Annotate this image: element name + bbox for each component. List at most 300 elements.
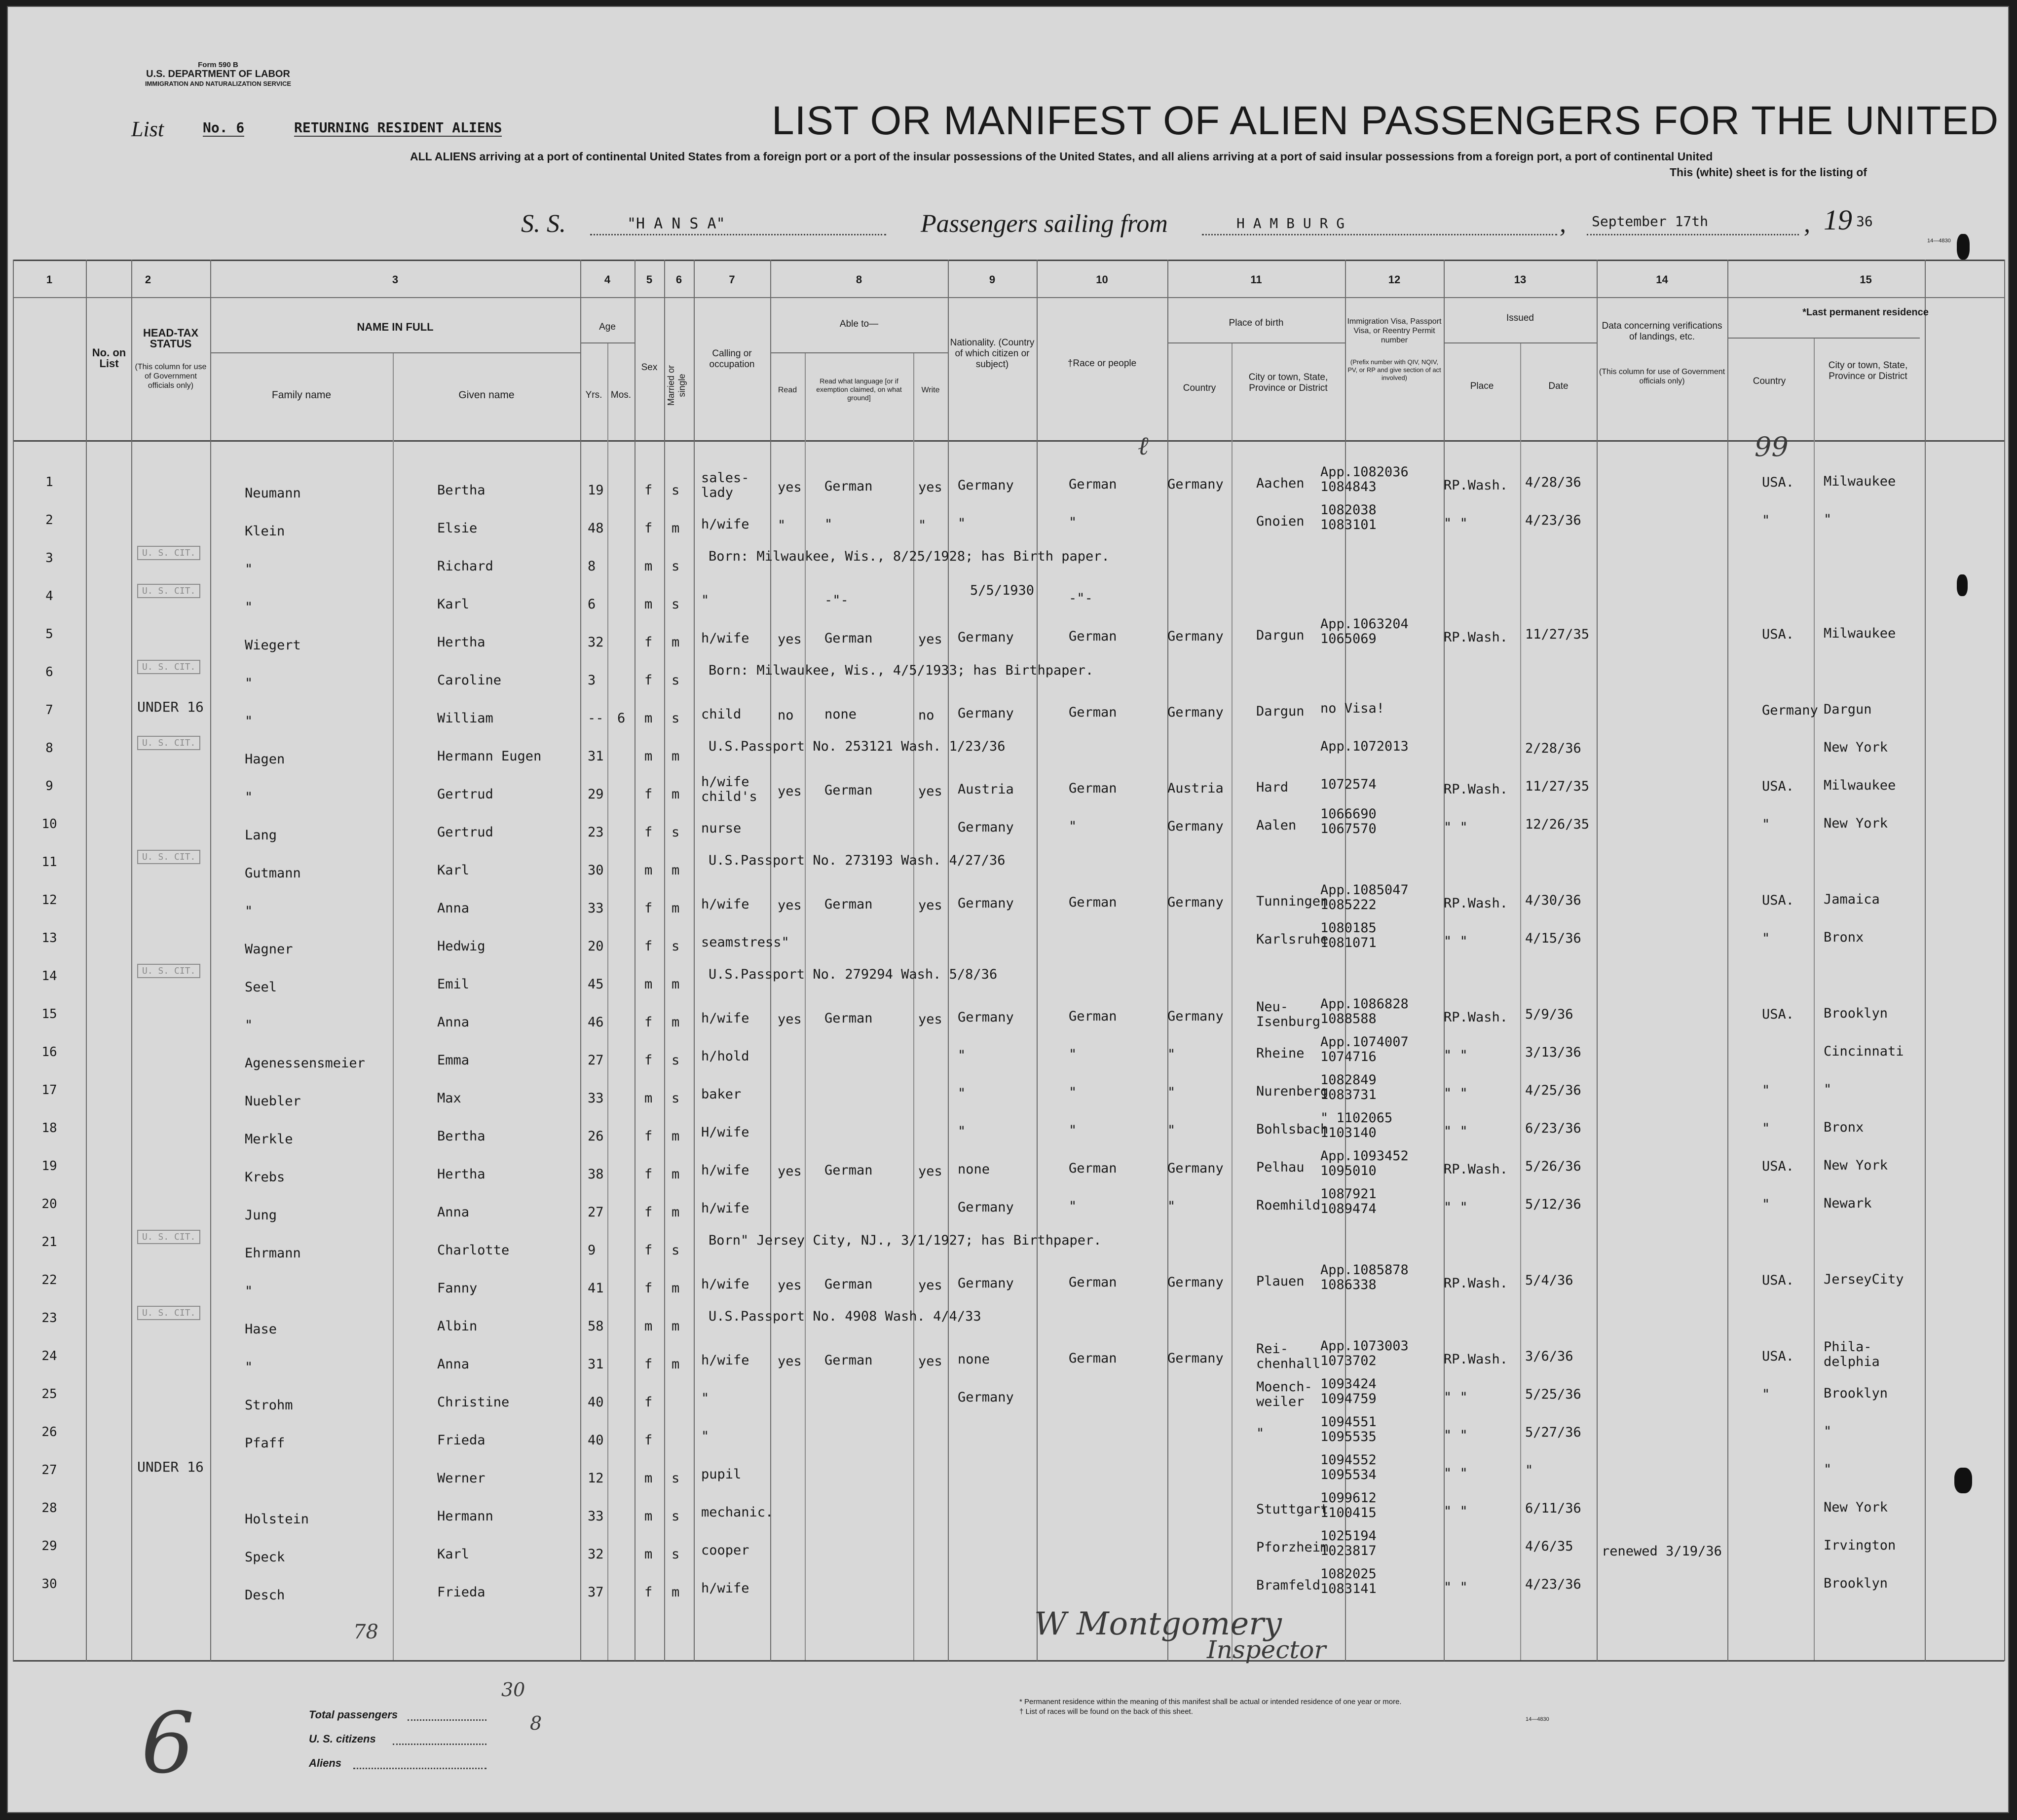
visa-number: 1066690 1067570 bbox=[1320, 806, 1377, 836]
issued-date: 2/28/36 bbox=[1525, 741, 1581, 756]
head-tax-stamp: U. S. CIT. bbox=[137, 1230, 200, 1244]
aliens-dots bbox=[353, 1768, 486, 1769]
manifest-sheet bbox=[7, 6, 2009, 1813]
read-language: German bbox=[824, 897, 873, 912]
nationality: Germany bbox=[958, 1200, 1014, 1215]
inspector-title-signature: Inspector bbox=[1207, 1635, 1326, 1664]
row-number: 4 bbox=[45, 589, 53, 604]
residence-city: Newark bbox=[1824, 1196, 1872, 1211]
column-number: 3 bbox=[392, 273, 399, 286]
issued-date: 5/12/36 bbox=[1525, 1197, 1581, 1212]
issued-place: RP.Wash. bbox=[1444, 896, 1508, 911]
sex: f bbox=[644, 483, 653, 498]
ship-name: "H A N S A" bbox=[627, 215, 725, 232]
row-number: 14 bbox=[41, 969, 57, 984]
issued-sub-rule bbox=[1444, 342, 1597, 343]
sex: f bbox=[644, 1129, 653, 1144]
row-number: 15 bbox=[41, 1007, 57, 1022]
birth-country: Germany bbox=[1167, 705, 1224, 720]
given-name: Bertha bbox=[437, 483, 486, 498]
hdr-read: Read bbox=[778, 386, 797, 394]
hdr-res-city: City or town, State, Province or District bbox=[1828, 360, 1908, 381]
residence-country: USA. bbox=[1762, 893, 1794, 908]
occupation: h/hold bbox=[701, 1049, 749, 1064]
read-language: -"- bbox=[824, 593, 849, 608]
residence-city: Brooklyn bbox=[1824, 1006, 1888, 1021]
sex: f bbox=[644, 521, 653, 536]
birth-sub-rule bbox=[1167, 342, 1345, 343]
service-name: IMMIGRATION AND NATURALIZATION SERVICE bbox=[145, 80, 292, 87]
row-number: 2 bbox=[45, 513, 53, 528]
list-type: RETURNING RESIDENT ALIENS bbox=[294, 119, 502, 136]
marital-status: m bbox=[672, 635, 680, 650]
head-tax-stamp: UNDER 16 bbox=[137, 699, 204, 715]
us-citizens-value: 8 bbox=[530, 1712, 542, 1734]
row-number: 12 bbox=[41, 893, 57, 908]
race: German bbox=[1069, 1275, 1117, 1290]
age-years: 37 bbox=[588, 1585, 604, 1600]
given-name: Hermann Eugen bbox=[437, 749, 542, 764]
hdr-yrs: Yrs. bbox=[585, 390, 602, 400]
row-number: 13 bbox=[41, 931, 57, 946]
row-number: 29 bbox=[41, 1539, 57, 1554]
issued-date: 5/9/36 bbox=[1525, 1007, 1573, 1022]
family-name: Klein bbox=[245, 524, 285, 539]
birth-city: Moench- weiler bbox=[1256, 1379, 1312, 1409]
row-number: 20 bbox=[41, 1197, 57, 1212]
hdr-mos: Mos. bbox=[610, 390, 632, 400]
occupation: pupil bbox=[701, 1467, 742, 1482]
read-language: German bbox=[824, 1011, 873, 1026]
family-name: Agenessensmeier bbox=[245, 1056, 365, 1071]
sex: f bbox=[644, 901, 653, 916]
given-name: Frieda bbox=[437, 1585, 486, 1600]
birth-city: Tunningen bbox=[1256, 894, 1329, 909]
nationality: none bbox=[958, 1352, 990, 1367]
occupation: h/wife bbox=[701, 517, 749, 532]
given-name: Anna bbox=[437, 1357, 470, 1372]
column-number: 6 bbox=[675, 273, 682, 286]
sex: f bbox=[644, 1015, 653, 1030]
can-write: yes bbox=[918, 1164, 942, 1179]
footer-code: 14—4830 bbox=[1526, 1716, 1549, 1722]
hdr-last-residence: *Last permanent residence bbox=[1802, 307, 1929, 318]
binding-hole bbox=[1957, 234, 1970, 260]
header-bottom-rule bbox=[13, 440, 2004, 442]
total-passengers-value: 30 bbox=[501, 1679, 525, 1701]
issued-place: " " bbox=[1444, 516, 1468, 531]
column-number: 5 bbox=[646, 273, 653, 286]
age-years: 9 bbox=[588, 1243, 596, 1258]
port-dotted-line bbox=[1202, 234, 1557, 235]
table-row bbox=[13, 747, 2004, 785]
visa-number: 1099612 1100415 bbox=[1320, 1490, 1377, 1520]
aliens-label: Aliens bbox=[309, 1757, 342, 1769]
family-name: " bbox=[245, 904, 253, 919]
nationality: " bbox=[958, 516, 966, 531]
handwritten-residence-mark: 99 bbox=[1755, 431, 1789, 462]
nationality: Germany bbox=[958, 896, 1014, 911]
us-citizens-label: U. S. citizens bbox=[309, 1733, 376, 1745]
age-years: 26 bbox=[588, 1129, 604, 1144]
issued-date: 4/23/36 bbox=[1525, 1577, 1581, 1592]
column-number: 4 bbox=[604, 273, 611, 286]
table-top-rule bbox=[13, 260, 2004, 261]
marital-status: m bbox=[672, 1319, 680, 1334]
visa-number: App.1073003 1073702 bbox=[1320, 1338, 1409, 1368]
row-number: 16 bbox=[41, 1045, 57, 1060]
marital-status: m bbox=[672, 1015, 680, 1030]
visa-number: 1093424 1094759 bbox=[1320, 1376, 1377, 1406]
family-name: Desch bbox=[245, 1588, 285, 1603]
family-name: Hase bbox=[245, 1322, 277, 1337]
given-name: Max bbox=[437, 1091, 461, 1106]
race: " bbox=[1069, 515, 1077, 530]
marital-status: s bbox=[672, 1509, 680, 1524]
given-name: Elsie bbox=[437, 521, 478, 536]
marital-status: s bbox=[672, 597, 680, 612]
race: " bbox=[1069, 1199, 1077, 1214]
visa-number: 1082849 1083731 bbox=[1320, 1072, 1377, 1102]
family-name: Lang bbox=[245, 828, 277, 843]
head-tax-stamp: U. S. CIT. bbox=[137, 1306, 200, 1320]
column-number: 9 bbox=[989, 273, 996, 286]
occupation: " bbox=[701, 1391, 710, 1406]
hdr-nationality: Nationality. (Country of which citizen or subject) bbox=[950, 338, 1035, 370]
issued-place: " " bbox=[1444, 1580, 1468, 1595]
residence-city: " bbox=[1824, 1424, 1832, 1439]
birth-city: Pelhau bbox=[1256, 1160, 1305, 1175]
column-number: 8 bbox=[856, 273, 862, 286]
year-prefix: 19 bbox=[1824, 204, 1852, 236]
issued-date: 6/23/36 bbox=[1525, 1121, 1581, 1136]
sex: m bbox=[644, 711, 653, 726]
residence-city: Jamaica bbox=[1824, 892, 1880, 907]
intro-line-2: This (white) sheet is for the listing of bbox=[1670, 166, 1867, 179]
hdr-data-note: (This column for use of Government officials only) bbox=[1599, 368, 1725, 385]
hdr-able-to: Able to— bbox=[839, 319, 879, 329]
residence-city: Cincinnati bbox=[1824, 1044, 1904, 1059]
read-language: German bbox=[824, 479, 873, 494]
residence-country: USA. bbox=[1762, 1273, 1794, 1288]
visa-number: App.1082036 1084843 bbox=[1320, 464, 1409, 494]
read-language: German bbox=[824, 1277, 873, 1292]
sex: f bbox=[644, 1243, 653, 1258]
port-name: H A M B U R G bbox=[1236, 215, 1345, 231]
column-number: 12 bbox=[1388, 273, 1401, 286]
nationality: " bbox=[958, 1124, 966, 1139]
table-row bbox=[13, 861, 2004, 899]
sex: f bbox=[644, 1395, 653, 1410]
marital-status: s bbox=[672, 711, 680, 726]
race: German bbox=[1069, 1161, 1117, 1176]
nationality: Austria bbox=[958, 782, 1014, 797]
footnote-races: † List of races will be found on the back of this sheet. bbox=[1019, 1707, 1193, 1716]
issued-date: 3/13/36 bbox=[1525, 1045, 1581, 1060]
race: German bbox=[1069, 895, 1117, 910]
us-dots bbox=[393, 1744, 486, 1745]
occupation: h/wife child's bbox=[701, 774, 757, 804]
sex: m bbox=[644, 749, 653, 764]
race: German bbox=[1069, 705, 1117, 720]
marital-status: s bbox=[672, 1547, 680, 1562]
given-name: Anna bbox=[437, 1205, 470, 1220]
special-note: U.S.Passport No. 4908 Wash. 4/4/33 bbox=[709, 1309, 981, 1324]
special-note: U.S.Passport No. 253121 Wash. 1/23/36 bbox=[709, 739, 1006, 754]
ss-label: S. S. bbox=[521, 210, 566, 238]
issued-date: 4/25/36 bbox=[1525, 1083, 1581, 1098]
race: " bbox=[1069, 819, 1077, 834]
marital-status: m bbox=[672, 1167, 680, 1182]
residence-country: " bbox=[1762, 1121, 1770, 1136]
nationality: Germany bbox=[958, 478, 1014, 493]
age-years: 12 bbox=[588, 1471, 604, 1486]
family-name: Gutmann bbox=[245, 866, 301, 881]
residence-city: Brooklyn bbox=[1824, 1576, 1888, 1591]
sex: m bbox=[644, 1091, 653, 1106]
issued-date: 5/26/36 bbox=[1525, 1159, 1581, 1174]
given-name: Anna bbox=[437, 1015, 470, 1030]
manifest-title: LIST OR MANIFEST OF ALIEN PASSENGERS FOR THE UNITED bbox=[772, 98, 1999, 143]
occupation: h/wife bbox=[701, 897, 749, 912]
occupation: child bbox=[701, 707, 742, 722]
residence-country: USA. bbox=[1762, 779, 1794, 794]
residence-sub-rule bbox=[1727, 338, 1920, 339]
family-name: Ehrmann bbox=[245, 1246, 301, 1261]
issued-date: 5/4/36 bbox=[1525, 1273, 1573, 1288]
department-name: U.S. DEPARTMENT OF LABOR bbox=[146, 69, 290, 79]
sex: f bbox=[644, 1281, 653, 1296]
marital-status: s bbox=[672, 1091, 680, 1106]
issued-place: " " bbox=[1444, 1124, 1468, 1139]
visa-number: 1094552 1095534 bbox=[1320, 1452, 1377, 1482]
row-number: 8 bbox=[45, 741, 53, 756]
can-write: " bbox=[918, 518, 927, 533]
issued-place: " " bbox=[1444, 1428, 1468, 1443]
marital-status: s bbox=[672, 939, 680, 954]
age-years: 32 bbox=[588, 635, 604, 650]
birth-city: Rheine bbox=[1256, 1046, 1305, 1061]
age-years: 46 bbox=[588, 1015, 604, 1030]
birth-city: Stuttgart bbox=[1256, 1502, 1329, 1517]
row-number: 9 bbox=[45, 779, 53, 794]
given-name: Richard bbox=[437, 559, 493, 574]
residence-city: New York bbox=[1824, 816, 1888, 831]
hdr-race: †Race or people bbox=[1067, 358, 1137, 369]
occupation: seamstress" bbox=[701, 935, 789, 950]
marital-status: m bbox=[672, 901, 680, 916]
given-name: William bbox=[437, 711, 493, 726]
family-name: Wagner bbox=[245, 942, 293, 957]
residence-city: Irvington bbox=[1824, 1538, 1896, 1553]
age-years: 23 bbox=[588, 825, 604, 840]
family-name: " bbox=[245, 1018, 253, 1033]
issued-date: 4/15/36 bbox=[1525, 931, 1581, 946]
age-years: 3 bbox=[588, 673, 596, 688]
head-tax-stamp: U. S. CIT. bbox=[137, 850, 200, 864]
occupation: " bbox=[701, 593, 710, 608]
name-sub-rule bbox=[210, 352, 580, 353]
head-tax-stamp: UNDER 16 bbox=[137, 1459, 204, 1475]
given-name: Gertrud bbox=[437, 787, 493, 802]
marital-status: s bbox=[672, 483, 680, 498]
race: German bbox=[1069, 1351, 1117, 1366]
birth-city: Rei- chenhall bbox=[1256, 1341, 1321, 1371]
marital-status: s bbox=[672, 825, 680, 840]
row-number: 3 bbox=[45, 551, 53, 566]
hdr-birth-country: Country bbox=[1183, 383, 1216, 393]
inspector-signature: W Montgomery bbox=[1034, 1606, 1282, 1642]
visa-number: 1080185 1081071 bbox=[1320, 920, 1377, 950]
birth-city: Roemhild bbox=[1256, 1198, 1321, 1213]
issued-place: " " bbox=[1444, 1048, 1468, 1063]
column-number: 2 bbox=[145, 273, 151, 286]
issued-date: 11/27/35 bbox=[1525, 627, 1590, 642]
row-number: 17 bbox=[41, 1083, 57, 1098]
can-write: yes bbox=[918, 1278, 942, 1293]
age-years: 40 bbox=[588, 1395, 604, 1410]
residence-city: New York bbox=[1824, 740, 1888, 755]
sex: m bbox=[644, 559, 653, 574]
row-number: 27 bbox=[41, 1463, 57, 1478]
age-years: 29 bbox=[588, 787, 604, 802]
sex: m bbox=[644, 597, 653, 612]
marital-status: m bbox=[672, 1281, 680, 1296]
issued-date: 4/23/36 bbox=[1525, 513, 1581, 528]
birth-city: Bohlsbach bbox=[1256, 1122, 1329, 1137]
marital-status: m bbox=[672, 977, 680, 992]
family-name: Nuebler bbox=[245, 1094, 301, 1109]
residence-city: JerseyCity bbox=[1824, 1272, 1904, 1287]
birth-country: Germany bbox=[1167, 477, 1224, 492]
marital-status: m bbox=[672, 1129, 680, 1144]
head-tax-stamp: U. S. CIT. bbox=[137, 660, 200, 674]
issued-place: RP.Wash. bbox=[1444, 1352, 1508, 1367]
form-number: Form 590 B bbox=[198, 61, 238, 69]
table-row bbox=[13, 1127, 2004, 1165]
birth-country: Germany bbox=[1167, 1009, 1224, 1024]
race: " bbox=[1069, 1047, 1077, 1062]
residence-city: Milwaukee bbox=[1824, 474, 1896, 489]
visa-number: App.1072013 bbox=[1320, 739, 1409, 754]
handwritten-initial: ℓ bbox=[1138, 431, 1149, 461]
list-number: No. 6 bbox=[203, 119, 245, 136]
marital-status: m bbox=[672, 1205, 680, 1220]
family-name: Speck bbox=[245, 1550, 285, 1565]
family-name: Seel bbox=[245, 980, 277, 995]
can-read: no bbox=[778, 708, 794, 723]
column-number: 1 bbox=[46, 273, 53, 286]
list-label: List bbox=[131, 117, 164, 141]
nationality: " bbox=[958, 1048, 966, 1063]
marital-status: s bbox=[672, 673, 680, 688]
birth-city: Neu- Isenburg bbox=[1256, 999, 1321, 1029]
birth-country: Germany bbox=[1167, 819, 1224, 834]
marital-status: m bbox=[672, 521, 680, 536]
able-sub-rule bbox=[770, 352, 948, 353]
residence-country: USA. bbox=[1762, 475, 1794, 490]
nationality: none bbox=[958, 1162, 990, 1177]
ship-dotted-line bbox=[590, 234, 886, 235]
issued-date: 12/26/35 bbox=[1525, 817, 1590, 832]
can-write: yes bbox=[918, 898, 942, 913]
hdr-name-in-full: NAME IN FULL bbox=[357, 321, 434, 333]
residence-city: " bbox=[1824, 1462, 1832, 1477]
age-months: 6 bbox=[617, 711, 626, 726]
row-number: 22 bbox=[41, 1273, 57, 1288]
row-number: 10 bbox=[41, 817, 57, 832]
age-years: 45 bbox=[588, 977, 604, 992]
occupation: nurse bbox=[701, 821, 742, 836]
visa-number: 1087921 1089474 bbox=[1320, 1186, 1377, 1216]
row-number: 21 bbox=[41, 1235, 57, 1250]
row-number: 24 bbox=[41, 1349, 57, 1364]
hdr-visa: Immigration Visa, Passport Visa, or Reentry Permit number bbox=[1347, 317, 1442, 344]
age-years: 40 bbox=[588, 1433, 604, 1448]
row-number: 18 bbox=[41, 1121, 57, 1136]
race: German bbox=[1069, 477, 1117, 492]
special-note: Born: Milwaukee, Wis., 8/25/1928; has Birth paper. bbox=[709, 549, 1110, 564]
sex: m bbox=[644, 1547, 653, 1562]
given-name: Albin bbox=[437, 1319, 478, 1334]
birth-city: Pforzheim bbox=[1256, 1540, 1329, 1555]
race: " bbox=[1069, 1123, 1077, 1138]
comma-1: , bbox=[1560, 210, 1566, 238]
special-note: U.S.Passport No. 279294 Wash. 5/8/36 bbox=[709, 967, 998, 982]
residence-city: New York bbox=[1824, 1500, 1888, 1515]
table-row bbox=[13, 1469, 2004, 1507]
sex: f bbox=[644, 673, 653, 688]
table-row bbox=[13, 1507, 2004, 1545]
table-bottom-rule bbox=[13, 1660, 2004, 1662]
marital-status: m bbox=[672, 1585, 680, 1600]
table-row bbox=[13, 1089, 2004, 1127]
occupation: H/wife bbox=[701, 1125, 749, 1140]
issued-place: RP.Wash. bbox=[1444, 1010, 1508, 1025]
hdr-head-tax: HEAD-TAX STATUS bbox=[143, 327, 199, 350]
age-years: 27 bbox=[588, 1053, 604, 1068]
age-years: 33 bbox=[588, 1091, 604, 1106]
issued-place: RP.Wash. bbox=[1444, 1276, 1508, 1291]
family-name: " bbox=[245, 676, 253, 691]
marital-status: s bbox=[672, 559, 680, 574]
colnum-rule bbox=[13, 297, 2004, 298]
sailing-label: Passengers sailing from bbox=[921, 210, 1168, 238]
hdr-issued-date: Date bbox=[1548, 381, 1569, 391]
table-row bbox=[13, 595, 2004, 633]
residence-country: " bbox=[1762, 1387, 1770, 1402]
table-row bbox=[13, 937, 2004, 975]
residence-country: USA. bbox=[1762, 1159, 1794, 1174]
comma-2: , bbox=[1804, 210, 1810, 238]
given-name: Karl bbox=[437, 1547, 470, 1562]
visa-number: 1082025 1083141 bbox=[1320, 1566, 1377, 1596]
marital-status: m bbox=[672, 787, 680, 802]
occupation: mechanic. bbox=[701, 1505, 774, 1520]
row-number: 19 bbox=[41, 1159, 57, 1174]
row-number: 5 bbox=[45, 627, 53, 642]
given-name: Emil bbox=[437, 977, 470, 992]
footnote-residence: * Permanent residence within the meaning of this manifest shall be actual or intended residence of one year or more. bbox=[1019, 1698, 1402, 1706]
issued-date: 4/28/36 bbox=[1525, 475, 1581, 490]
residence-country: " bbox=[1762, 817, 1770, 832]
given-name: Bertha bbox=[437, 1129, 486, 1144]
can-write: yes bbox=[918, 480, 942, 495]
occupation: h/wife bbox=[701, 631, 749, 646]
residence-country: " bbox=[1762, 1197, 1770, 1212]
issued-place: " " bbox=[1444, 1086, 1468, 1101]
table-row bbox=[13, 1355, 2004, 1393]
